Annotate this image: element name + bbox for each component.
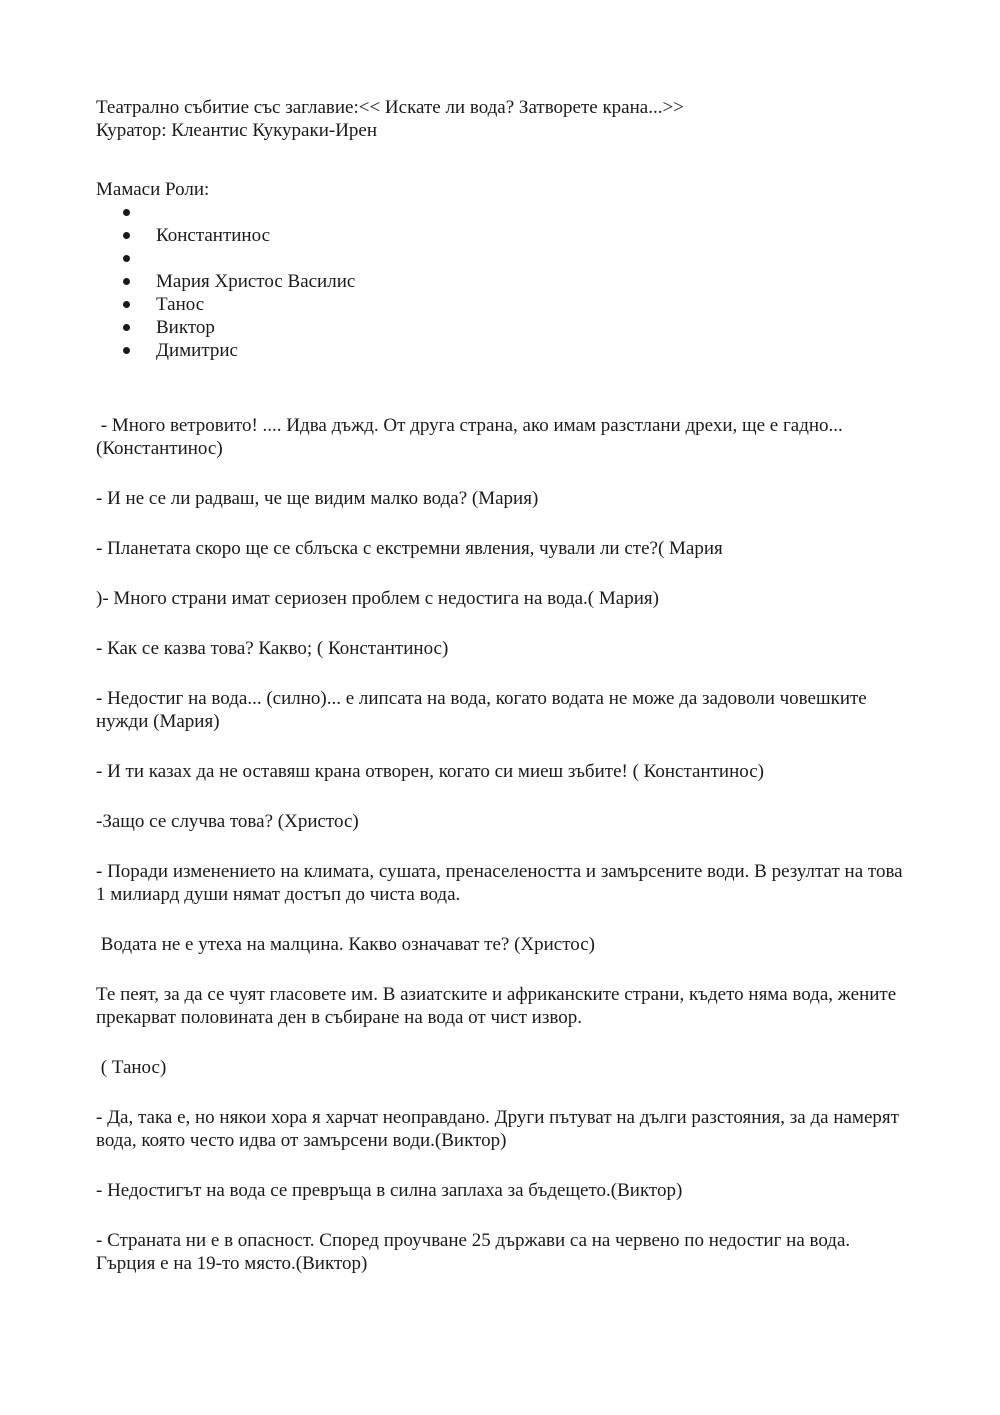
role-name: Димитрис <box>156 340 238 361</box>
dialogue-line: - Планетата скоро ще се сблъска с екстремни явления, чували ли сте?( Мария <box>96 538 723 559</box>
bullet-icon <box>123 209 130 216</box>
dialogue-line: Те пеят, за да се чуят гласовете им. В азиатските и африканските страни, където няма вода, жените прекарват половината ден в събиране на вода от чист извор. <box>96 984 901 1028</box>
bullet-icon <box>123 255 130 262</box>
dialogue-line: Водата не е утеха на малцина. Какво означават те? (Христос) <box>96 934 596 955</box>
role-item <box>96 339 911 362</box>
dialogue-line: - Недостигът на вода се превръща в силна заплаха за бъдещето.(Виктор) <box>96 1180 683 1201</box>
role-name: Виктор <box>156 317 215 338</box>
dialogue-line: - И не се ли радваш, че ще видим малко вода? (Мария) <box>96 488 539 509</box>
dialogue-line: - Недостиг на вода... (силно)... е липсата на вода, когато водата не може да задоволи човешките нужди (Мария) <box>96 688 872 732</box>
bullet-icon <box>123 278 130 285</box>
role-name: Мария Христос Василис <box>156 271 356 292</box>
role-item <box>96 316 911 339</box>
role-item <box>96 247 911 270</box>
role-item <box>96 224 911 247</box>
event-title: Театрално събитие със заглавие:<< Искате ли вода? Затворете крана...>> <box>96 97 684 118</box>
document-page <box>96 96 911 1302</box>
role-name: Константинос <box>156 225 271 246</box>
bullet-icon <box>123 324 130 331</box>
dialogue-line: - Как се казва това? Какво; ( Константинос) <box>96 638 449 659</box>
role-item <box>96 293 911 316</box>
role-name: Танос <box>156 294 205 315</box>
role-item <box>96 201 911 224</box>
bullet-icon <box>123 347 130 354</box>
dialogue-line: - Поради изменението на климата, сушата, пренаселеността и замърсените води. В резултат на това 1 милиард души нямат достъп до чиста вода. <box>96 861 908 905</box>
dialogue-section <box>96 414 911 1275</box>
dialogue-line: - Да, така е, но някои хора я харчат неоправдано. Други пътуват на дълги разстояния, за да намерят вода, която често идва от замърсени води.(Виктор) <box>96 1107 904 1151</box>
bullet-icon <box>123 301 130 308</box>
curator-line: Куратор: Клеантис Кукураки-Ирен <box>96 120 378 141</box>
bullet-icon <box>123 232 130 239</box>
dialogue-line: - И ти казах да не оставяш крана отворен, когато си миеш зъбите! ( Константинос) <box>96 761 764 782</box>
dialogue-line: )- Много страни имат сериозен проблем с недостига на вода.( Мария) <box>96 588 659 609</box>
dialogue-line: -Защо се случва това? (Христос) <box>96 811 359 832</box>
roles-list <box>96 201 911 362</box>
role-item <box>96 270 911 293</box>
dialogue-line: ( Танос) <box>96 1057 167 1078</box>
dialogue-line: - Страната ни е в опасност. Според проучване 25 държави са на червено по недостиг на вода. Гърция е на 19-то място.(Виктор) <box>96 1230 855 1274</box>
dialogue-line: - Много ветровито! .... Идва дъжд. От друга страна, ако имам разстлани дрехи, ще е гадно... (Константинос) <box>96 415 848 459</box>
roles-heading: Мамаси Роли: <box>96 179 210 200</box>
